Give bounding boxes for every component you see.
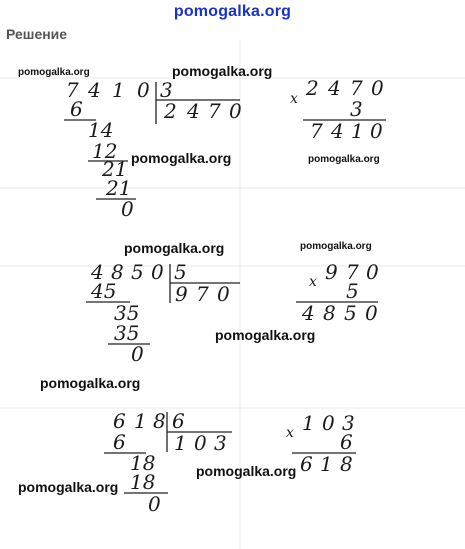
multiplier: 3: [350, 97, 363, 121]
dividend-digit: 8: [153, 409, 166, 433]
multiplier: 5: [346, 279, 359, 303]
remainder: 21: [102, 157, 128, 181]
product-digit: 8: [340, 452, 353, 476]
subtrahend: 12: [92, 139, 118, 163]
quotient-digit: 9: [175, 282, 188, 306]
watermark: pomogalka.org: [131, 150, 232, 166]
subtrahend: 21: [106, 176, 132, 200]
multiplicand-digit: 0: [322, 411, 335, 435]
multiplicand-digit: 0: [371, 76, 384, 100]
watermark: pomogalka.org: [18, 67, 90, 78]
division-2: [86, 260, 240, 366]
multiply-sign: x: [290, 91, 298, 107]
product-digit: 7: [310, 119, 323, 143]
product-digit: 5: [344, 301, 357, 325]
watermark: pomogalka.org: [215, 327, 316, 343]
subtrahend: 6: [113, 430, 126, 454]
product-digit: 0: [365, 301, 378, 325]
dividend-digit: 1: [134, 409, 147, 433]
multiplicand-digit: 4: [328, 76, 341, 100]
quotient-digit: 0: [229, 99, 242, 123]
remainder: 35: [114, 301, 140, 325]
dividend-digit: 4: [91, 260, 104, 284]
problem-2: [86, 260, 379, 366]
dividend-digit: 6: [113, 409, 126, 433]
subtrahend: 6: [70, 97, 83, 121]
multiplication-check-1: [290, 76, 386, 143]
quotient-digit: 4: [187, 99, 200, 123]
remainder: 0: [148, 492, 161, 516]
quotient-digit: 0: [194, 431, 207, 455]
subtrahend: 18: [130, 470, 156, 494]
multiplicand-digit: 1: [302, 411, 315, 435]
subtrahend: 45: [91, 279, 117, 303]
dividend-digit: 5: [131, 260, 144, 284]
watermark: pomogalka.org: [308, 154, 380, 165]
watermark: pomogalka.org: [300, 241, 372, 252]
divisor: 5: [174, 260, 187, 284]
multiplicand-digit: 9: [325, 260, 338, 284]
multiplier: 6: [340, 430, 353, 454]
quotient-digit: 7: [208, 99, 221, 123]
quotient-digit: 1: [174, 431, 187, 455]
product-digit: 8: [323, 301, 336, 325]
dividend-digit: 7: [66, 78, 79, 102]
multiplicand-digit: 7: [346, 260, 359, 284]
multiplication-check-2: [296, 260, 379, 325]
remainder: 18: [130, 451, 156, 475]
product-digit: 4: [331, 119, 344, 143]
product-digit: 6: [300, 452, 313, 476]
divisor: 3: [160, 78, 173, 102]
problem-1: [64, 76, 386, 221]
product-digit: 1: [320, 452, 333, 476]
remainder: 14: [88, 118, 114, 142]
subtrahend: 35: [114, 321, 140, 345]
multiplicand-digit: 2: [306, 76, 319, 100]
remainder: 0: [121, 197, 134, 221]
product-digit: 4: [302, 301, 315, 325]
dividend-digit: 1: [112, 78, 125, 102]
watermark: pomogalka.org: [172, 63, 273, 79]
multiply-sign: x: [286, 425, 294, 441]
watermark: pomogalka.org: [196, 463, 297, 479]
watermark: pomogalka.org: [40, 375, 141, 391]
watermark: pomogalka.org: [124, 240, 225, 256]
product-digit: 1: [351, 119, 364, 143]
dividend-digit: 0: [137, 78, 150, 102]
multiplicand-digit: 0: [366, 260, 379, 284]
quotient-digit: 7: [196, 282, 209, 306]
multiply-sign: x: [309, 274, 317, 290]
site-header[interactable]: pomogalka.org: [173, 3, 292, 20]
watermark: pomogalka.org: [18, 479, 119, 495]
multiplication-check-3: [286, 411, 356, 476]
dividend-digit: 0: [151, 260, 164, 284]
dividend-digit: 8: [111, 260, 124, 284]
remainder: 0: [131, 342, 144, 366]
multiplicand-digit: 3: [342, 411, 355, 435]
product-digit: 0: [370, 119, 383, 143]
quotient-digit: 3: [214, 431, 227, 455]
quotient-digit: 0: [217, 282, 230, 306]
divisor: 6: [172, 409, 185, 433]
solution-heading: Решение: [6, 26, 68, 42]
dividend-digit: 4: [88, 78, 101, 102]
quotient-digit: 2: [164, 99, 177, 123]
multiplicand-digit: 7: [350, 76, 363, 100]
